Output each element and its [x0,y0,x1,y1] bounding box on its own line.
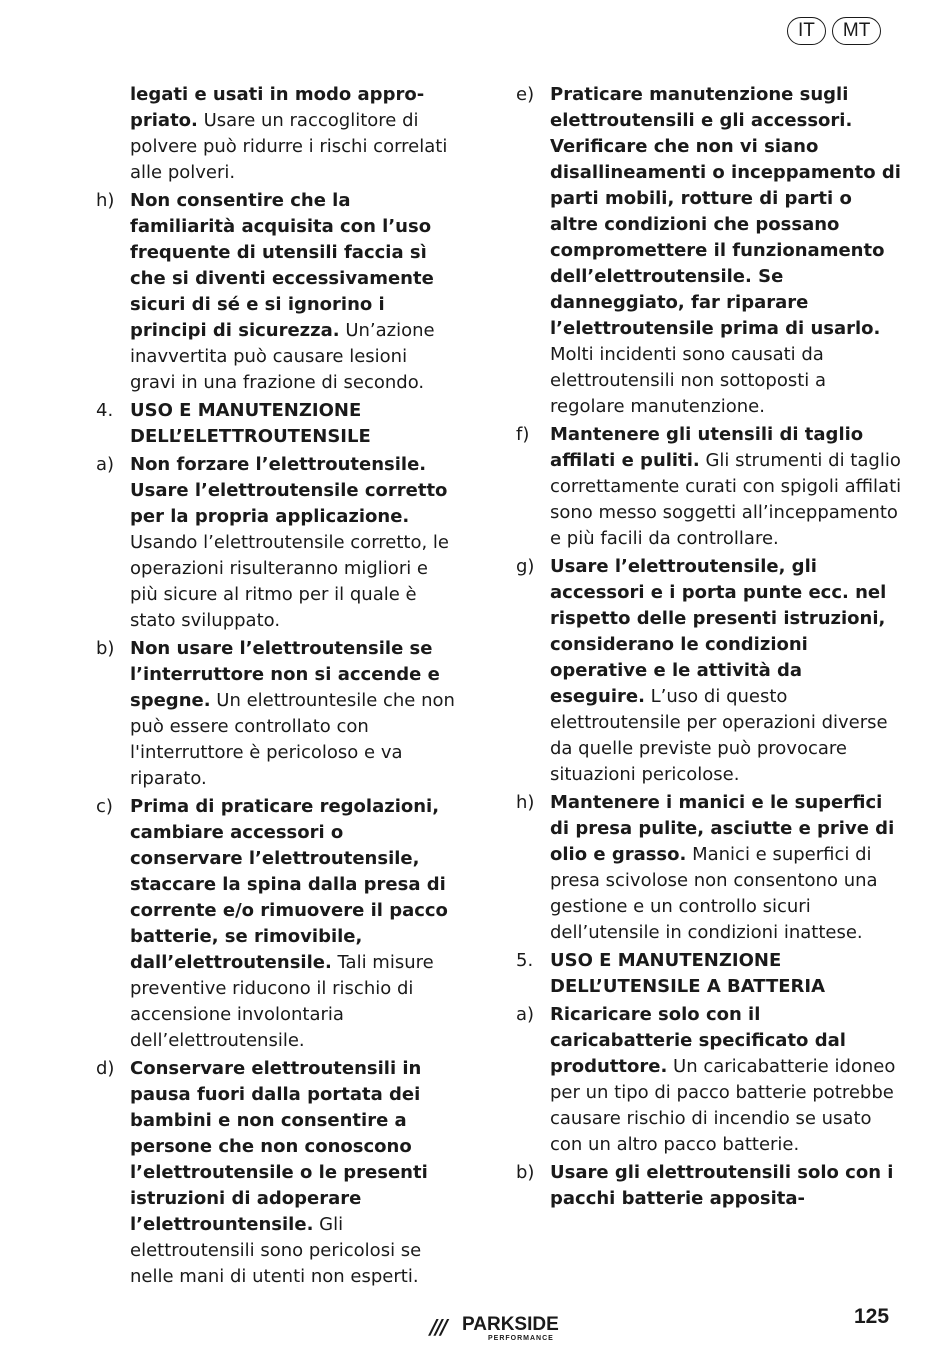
instruction-item [516,422,902,552]
item-label: a) [516,1004,535,1025]
page-number: 125 [854,1305,890,1328]
item-body-text: Un caricabatterie idoneo per un tipo di pacco batterie potrebbe causare rischio di incendio se usato con un altro pacco batterie. [550,1056,896,1155]
section-heading [516,948,902,1000]
left-column [96,82,456,1292]
item-body-text: Usare un raccoglitore di polvere può ridurre i rischi correlati alle polveri. [130,110,448,183]
item-label: f) [516,424,530,445]
item-bold-text: Usare gli elettroutensili solo con i pacchi batterie apposita- [550,1162,894,1209]
item-body-text: Usando l’elettroutensile corretto, le operazioni risulteranno migliori e più sicure al ritmo per il quale è stato sviluppato. [130,532,449,631]
item-label: a) [96,454,115,475]
instruction-item [516,790,902,946]
item-bold-text: Prima di praticare regolazioni, cambiare accessori o conservare l’elettroutensile, staccare la spina dalla presa di corrente e/o rimuovere il pacco batterie, se rimovibile, dall’elettroutensile. [130,796,448,973]
item-body-text: Un elettrountesile che non può essere controllato con l'interruttore è pericoloso e va riparato. [130,690,455,789]
item-bold-text: Mantenere i manici e le superfici di presa pulite, asciutte e prive di olio e grasso. [550,792,895,865]
item-bold-text: Non consentire che la familiarità acquisita con l’uso frequente di utensili faccia sì che si diventi eccessivamente sicuri di sé e si ignorino i principi di sicurezza. [130,190,434,341]
item-body-text: Gli strumenti di taglio correttamente curati con spigoli affilati sono messo soggetti all’inceppamento e più facili da controllare. [550,450,902,549]
logo-subtext: PERFORMANCE [488,1335,554,1342]
instruction-item [516,1160,902,1212]
item-label: c) [96,796,113,817]
item-bold-text: Usare l’elettroutensile, gli accessori e i porta punte ecc. nel rispetto delle presenti istruzioni, considerano le condizioni operative e le attività da eseguire. [550,556,887,707]
item-bold-text: Non forzare l’elettroutensile. Usare l’elettroutensile corretto per la propria applicazione. [130,454,448,527]
item-body-text: Molti incidenti sono causati da elettroutensili non sottoposti a regolare manutenzione. [550,344,827,417]
item-body-text: Gli elettroutensili sono pericolosi se nelle mani di utenti non esperti. [130,1214,422,1287]
section-number: 5. [516,950,534,971]
right-column [516,82,902,1214]
section-heading-text: USO E MANUTENZIONE DELL’ELETTROUTENSILE [130,400,371,447]
item-body-text: L’uso di questo elettroutensile per operazioni diverse da quelle previste può provocare situazioni pericolose. [550,686,888,785]
item-label: h) [516,792,535,813]
item-label: h) [96,190,115,211]
lang-badge-it: IT [787,17,826,45]
section-heading [96,398,456,450]
logo-slashes-icon: /// [430,1315,446,1339]
item-bold-text: Non usare l’elettroutensile se l’interruttore non si accende e spegne. [130,638,440,711]
instruction-item [96,636,456,792]
item-bold-text: Mantenere gli utensili di taglio affilati e puliti. [550,424,864,471]
instruction-item [96,1056,456,1290]
instruction-item [96,82,456,186]
instruction-item [516,82,902,420]
item-label: d) [96,1058,115,1079]
item-label: b) [96,638,115,659]
item-bold-text: Praticare manutenzione sugli elettroutensili e gli accessori. Verificare che non vi siano disallineamenti o inceppamento di parti mobili, rotture di parti o altre condizioni che possano compromettere il funzionamento dell’elettroutensile. Se danneggiato, far riparare l’elettroutensile prima di usarlo. [550,84,901,339]
item-bold-text: Ricaricare solo con il caricabatterie specificato dal produttore. [550,1004,846,1077]
instruction-item [516,554,902,788]
section-number: 4. [96,400,114,421]
logo-text: PARKSIDE [462,1314,559,1335]
item-label: b) [516,1162,535,1183]
item-label: g) [516,556,535,577]
instruction-item [516,1002,902,1158]
item-body-text: Manici e superfici di presa scivolose non consentono una gestione e un controllo sicuri dell’utensile in condizioni inattese. [550,844,878,943]
section-heading-text: USO E MANUTENZIONE DELL’UTENSILE A BATTERIA [550,950,826,997]
item-body-text: Un’azione inavvertita può causare lesioni gravi in una frazione di secondo. [130,320,435,393]
instruction-item [96,794,456,1054]
item-bold-text: legati e usati in modo appro-priato. [130,84,425,131]
instruction-item [96,188,456,396]
lang-badge-mt: MT [832,17,881,45]
instruction-item [96,452,456,634]
item-body-text: Tali misure preventive riducono il rischio di accensione involontaria dell’elettroutensile. [130,952,434,1051]
parkside-logo [430,1312,580,1344]
item-label: e) [516,84,535,105]
language-badges [787,17,881,45]
item-bold-text: Conservare elettroutensili in pausa fuori dalla portata dei bambini e non consentire a persone che non conoscono l’elettroutensile o le presenti istruzioni di adoperare l’elettrountensile. [130,1058,428,1235]
